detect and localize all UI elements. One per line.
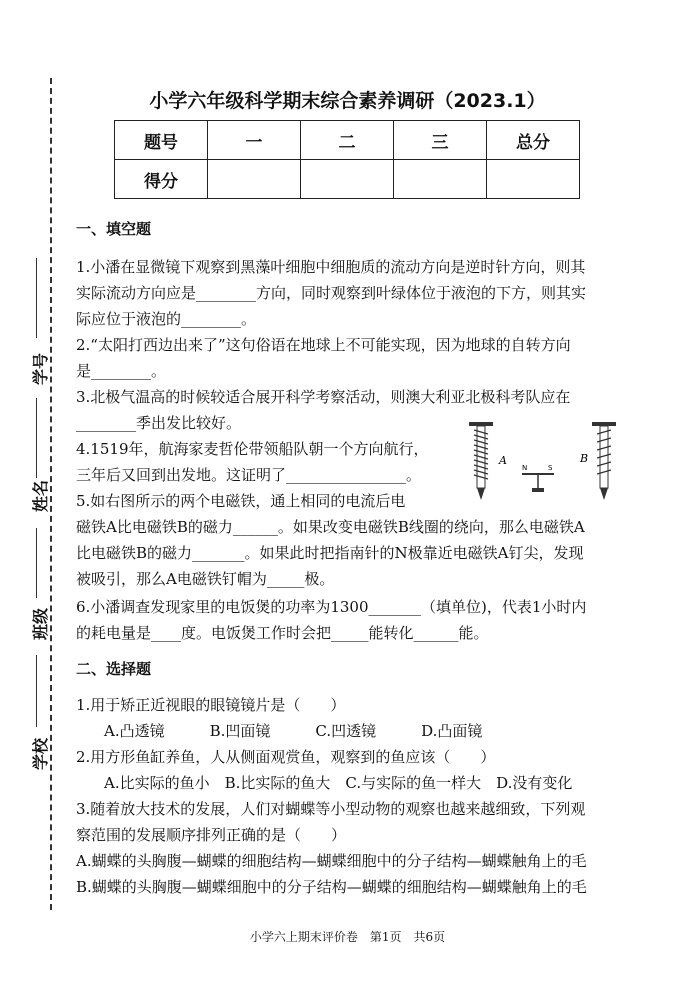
score-row-label: 得分	[115, 160, 208, 199]
score-header-cell: 总分	[487, 121, 580, 160]
side-label-xingming: 姓名	[31, 479, 50, 512]
question-line: 察范围的发展顺序排列正确的是（ ）	[76, 826, 347, 844]
question-line: 际应位于液泡的________。	[76, 310, 257, 328]
side-line-xuehao	[36, 258, 37, 338]
score-cell[interactable]	[487, 160, 580, 199]
score-cell[interactable]	[301, 160, 394, 199]
label-a: A	[499, 454, 507, 467]
side-line-xuexiao	[36, 655, 37, 727]
question-option: A.蝴蝶的头胸腹—蝴蝶的细胞结构—蝴蝶细胞中的分子结构—蝴蝶触角上的毛	[76, 852, 587, 870]
question-line: 4.1519年，航海家麦哲伦带领船队朝一个方向航行，	[76, 440, 429, 458]
side-line-xingming	[36, 398, 37, 478]
score-cell[interactable]	[208, 160, 301, 199]
score-table	[114, 120, 580, 199]
compass-icon	[522, 474, 554, 492]
electromagnet-b	[592, 422, 616, 500]
question-line: 1.小潘在显微镜下观察到黑藻叶细胞中细胞质的流动方向是逆时针方向，则其	[76, 258, 586, 276]
label-b: B	[580, 452, 589, 465]
label-n: N	[522, 464, 528, 472]
question-line: 2.用方形鱼缸养鱼，人从侧面观赏鱼，观察到的鱼应该（ ）	[76, 748, 496, 766]
question-line: 的耗电量是____度。电饭煲工作时会把_____能转化______能。	[76, 624, 489, 642]
side-label-xuehao: 学号	[31, 352, 50, 385]
score-header-cell: 题号	[115, 121, 208, 160]
page-title: 小学六年级科学期末综合素养调研（2023.1）	[149, 90, 546, 112]
question-line: 比电磁铁B的磁力_______。如果此时把指南针的N极靠近电磁铁A钉尖，发现	[76, 544, 584, 562]
question-line: 5.如右图所示的两个电磁铁，通上相同的电流后电	[76, 492, 406, 510]
electromagnet-figure	[452, 418, 630, 510]
score-cell[interactable]	[394, 160, 487, 199]
label-s: S	[548, 464, 553, 472]
score-header-cell: 一	[208, 121, 301, 160]
side-label-xuexiao: 学校	[31, 737, 50, 770]
section-heading-choice: 二、选择题	[76, 660, 152, 678]
question-line: 2.“太阳打西边出来了”这句俗语在地球上不可能实现，因为地球的自转方向	[76, 336, 571, 354]
score-header-cell: 三	[394, 121, 487, 160]
question-options: A.比实际的鱼小 B.比实际的鱼大 C.与实际的鱼一样大 D.没有变化	[104, 774, 573, 792]
page-footer: 小学六上期末评价卷 第1页 共6页	[249, 930, 446, 944]
section-heading-fill-blank: 一、填空题	[76, 220, 152, 238]
question-line: 实际流动方向应是________方向，同时观察到叶绿体位于液泡的下方，则其实	[76, 284, 587, 302]
side-label-banji: 班级	[31, 607, 50, 640]
question-line: 是________。	[76, 362, 167, 380]
question-line: 3.随着放大技术的发展，人们对蝴蝶等小型动物的观察也越来越细致，下列观	[76, 800, 586, 818]
electromagnet-a	[469, 422, 493, 500]
question-line: 磁铁A比电磁铁B的磁力______。如果改变电磁铁B线圈的绕向，那么电磁铁A	[76, 518, 585, 536]
question-line: 1.用于矫正近视眼的眼镜镜片是（ ）	[76, 696, 346, 714]
question-line: 三年后又回到出发地。这证明了________________。	[76, 466, 422, 484]
score-table-score-row	[115, 160, 580, 199]
score-header-cell: 二	[301, 121, 394, 160]
side-line-banji	[36, 528, 37, 598]
question-options: A.凸透镜 B.凹面镜 C.凹透镜 D.凸面镜	[104, 722, 483, 740]
question-line: 被吸引，那么A电磁铁钉帽为_____极。	[76, 570, 335, 588]
score-table-header-row	[115, 121, 580, 160]
question-option: B.蝴蝶的头胸腹—蝴蝶细胞中的分子结构—蝴蝶的细胞结构—蝴蝶触角上的毛	[76, 878, 587, 896]
question-line: 3.北极气温高的时候较适合展开科学考察活动，则澳大利亚北极科考队应在	[76, 388, 571, 406]
question-line: 6.小潘调查发现家里的电饭煲的功率为1300_______（填单位)，代表1小时内	[76, 598, 587, 616]
question-line: ________季出发比较好。	[76, 414, 242, 432]
